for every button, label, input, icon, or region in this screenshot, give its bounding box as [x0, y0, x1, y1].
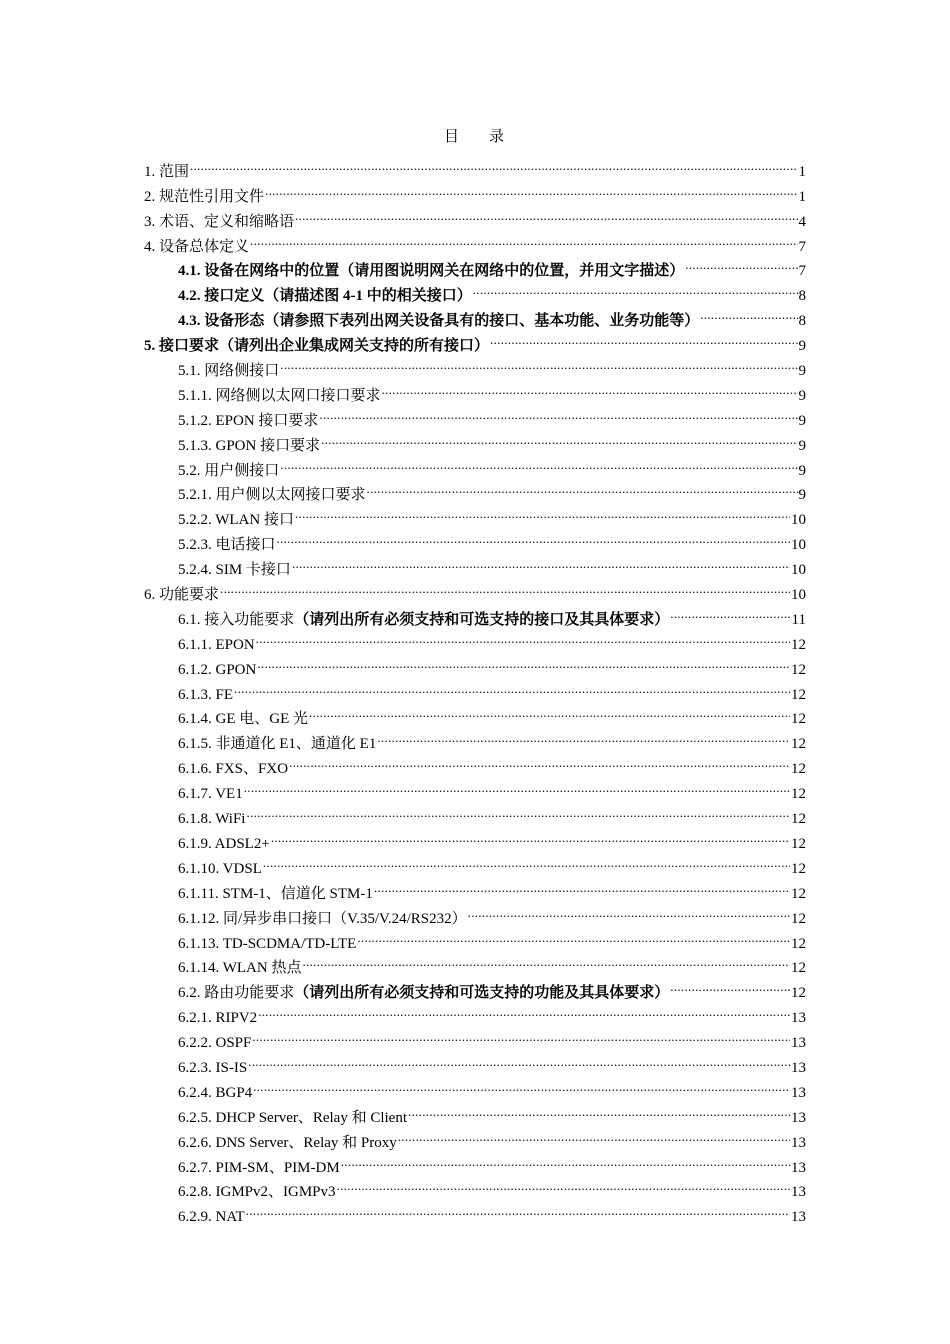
toc-entry-title: 6.1.6. FXS、FXO [178, 761, 289, 778]
toc-page-number: 13 [791, 1134, 806, 1151]
toc-leader-dots [263, 848, 790, 873]
toc-page-number: 10 [791, 587, 806, 604]
toc-entry-title: 6.1.2. GPON [178, 661, 257, 678]
toc-entry-title: 6.1.3. FE [178, 686, 234, 703]
toc-leader-dots [337, 1172, 790, 1197]
toc-page-number: 12 [791, 935, 806, 952]
toc-entry-title: 5.1.3. GPON 接口要求 [178, 437, 321, 454]
toc-leader-dots [234, 674, 790, 699]
toc-leader-dots [670, 599, 790, 624]
toc-leader-dots [670, 972, 790, 997]
toc-entry[interactable] [144, 699, 806, 728]
toc-title-right: 录 [489, 129, 507, 145]
toc-entry-label [178, 1205, 245, 1230]
toc-entry-title: 1. 范围 [144, 163, 190, 180]
toc-entry-title: 6.2.2. OSPF [178, 1035, 252, 1052]
toc-entry-label [178, 1106, 407, 1131]
toc-leader-dots [244, 773, 790, 798]
toc-entry-label [178, 1156, 340, 1181]
toc-page-number: 12 [791, 736, 806, 753]
toc-entry-label [178, 284, 472, 309]
toc-entry-title: 6.2.6. DNS Server、Relay 和 Proxy [178, 1134, 397, 1151]
toc-page-number: 12 [791, 636, 806, 653]
toc-leader-dots [685, 251, 797, 276]
toc-leader-dots [309, 699, 790, 724]
toc-leader-dots [374, 873, 790, 898]
toc-entry-title: 5.2. 用户侧接口 [178, 462, 280, 479]
toc-page-number: 9 [798, 363, 806, 380]
toc-leader-dots [258, 997, 790, 1022]
toc-entry-title: 6.1.5. 非通道化 E1、通道化 E1 [178, 736, 377, 753]
toc-leader-dots [256, 624, 790, 649]
toc-leader-dots [357, 923, 790, 948]
toc-leader-dots [250, 226, 797, 251]
toc-leader-dots [190, 151, 797, 176]
toc-entry-label [178, 807, 245, 832]
toc-entry-title: 6.2.7. PIM-SM、PIM-DM [178, 1159, 340, 1176]
toc-leader-dots [473, 275, 798, 300]
toc-page-number: 12 [791, 811, 806, 828]
toc-leader-dots [700, 300, 797, 325]
toc-leader-dots [271, 823, 790, 848]
toc-page-number: 9 [798, 437, 806, 454]
toc-entry-title: 6.1.13. TD-SCDMA/TD-LTE [178, 935, 357, 952]
toc-entry[interactable] [144, 151, 806, 180]
toc-leader-dots [321, 425, 797, 450]
toc-page-number: 13 [791, 1035, 806, 1052]
toc-entry-title: 6.2.9. NAT [178, 1209, 245, 1226]
toc-entry-title: 6.1.8. WiFi [178, 811, 246, 828]
toc-entry-label [178, 782, 243, 807]
toc-entry-title: 5.2.3. 电话接口 [178, 537, 276, 554]
toc-entry-label [178, 857, 262, 882]
toc-page-number: 13 [791, 1010, 806, 1027]
toc-entry-label [144, 235, 249, 260]
toc-entry-title: 4. 设备总体定义 [144, 238, 250, 255]
toc-page-number: 11 [791, 611, 806, 628]
toc-page-number: 10 [791, 512, 806, 529]
toc-entry-label [178, 359, 279, 384]
toc-entry[interactable] [144, 574, 806, 604]
toc-entry-title: 4.1. 设备在网络中的位置（请用图说明网关在网络中的位置，并用文字描述） [178, 263, 685, 280]
toc-entry-title: 5.1.1. 网络侧以太网口接口要求 [178, 387, 381, 404]
toc-entry-title: 6.1.7. VE1 [178, 786, 243, 803]
toc-entry[interactable] [144, 798, 806, 828]
toc-leader-dots [277, 524, 790, 549]
toc-entry-title: 6.2.1. RIPV2 [178, 1010, 258, 1027]
toc-leader-dots [382, 375, 798, 400]
toc-page-number: 10 [791, 537, 806, 554]
toc-entry-title: 6.1.10. VDSL [178, 860, 262, 877]
toc-page-number: 13 [791, 1084, 806, 1101]
toc-entry-title: 5.1. 网络侧接口 [178, 363, 280, 380]
toc-entry-title: 6.1.12. 同/异步串口接口（V.35/V.24/RS232） [178, 910, 467, 927]
toc-entry-title: 6.1.14. WLAN 热点 [178, 960, 302, 977]
toc-page-number: 10 [791, 562, 806, 579]
toc-entry-title: 3. 术语、定义和缩略语 [144, 213, 295, 230]
toc-entry-label [178, 707, 308, 732]
toc-page-number: 1 [798, 188, 806, 205]
toc-entry-title: 4.3. 设备形态（请参照下表列出网关设备具有的接口、基本功能、业务功能等） [178, 313, 700, 330]
toc-leader-dots [341, 1147, 790, 1172]
toc-leader-dots [468, 898, 790, 923]
toc-leader-dots [302, 948, 790, 973]
toc-entry-title: 6.1.4. GE 电、GE 光 [178, 711, 308, 728]
toc-page-number: 12 [791, 711, 806, 728]
toc-entry-title: 6.2.8. IGMPv2、IGMPv3 [178, 1184, 336, 1201]
toc-page-number: 12 [791, 686, 806, 703]
toc-leader-dots [295, 499, 790, 524]
toc-page-number: 13 [791, 1184, 806, 1201]
toc-page-number: 13 [791, 1209, 806, 1226]
toc-page-number: 12 [791, 885, 806, 902]
toc-entry-label [178, 683, 233, 708]
toc-entry-title: 6. 功能要求 [144, 587, 220, 604]
toc-entry-title: 6.1.9. ADSL2+ [178, 835, 270, 852]
toc-leader-dots [367, 475, 798, 500]
toc-entry-note: （请列出所有必须支持和可选支持的功能及其具体要求） [294, 985, 670, 1002]
toc-leader-dots [246, 1196, 790, 1221]
toc-page-number: 12 [791, 661, 806, 678]
toc-leader-dots [280, 450, 797, 475]
toc-entry[interactable] [144, 773, 806, 803]
toc-entry-title: 6.2. 路由功能要求 [178, 985, 295, 1002]
toc-entry-label [178, 633, 255, 658]
toc-title [0, 127, 950, 147]
toc-entry[interactable] [144, 674, 806, 703]
toc-leader-dots [377, 723, 790, 748]
toc-entry-title: 6.2.3. IS-IS [178, 1059, 248, 1076]
toc-page-number: 9 [798, 338, 806, 355]
toc-leader-dots [220, 574, 790, 599]
toc-page-number: 12 [791, 960, 806, 977]
toc-entry-label [144, 583, 219, 608]
toc-page-number: 12 [791, 910, 806, 927]
toc-entry[interactable] [144, 599, 806, 628]
toc-page-number: 9 [798, 412, 806, 429]
toc-entry-label [178, 409, 318, 434]
toc-page-number: 7 [798, 238, 806, 255]
toc-leader-dots [398, 1122, 790, 1147]
toc-page-number: 7 [798, 263, 806, 280]
toc-entry-label [178, 882, 373, 907]
toc-entry-title: 5.2.4. SIM 卡接口 [178, 562, 291, 579]
toc-leader-dots [490, 325, 797, 350]
toc-page-number: 9 [798, 387, 806, 404]
toc-leader-dots [257, 649, 790, 674]
toc-entry-title: 5.2.1. 用户侧以太网接口要求 [178, 487, 366, 504]
toc-page-number: 1 [798, 163, 806, 180]
toc-leader-dots [295, 201, 797, 226]
toc-entry-note: （请列出所有必须支持和可选支持的接口及其具体要求） [294, 611, 670, 628]
toc-page-number: 12 [791, 835, 806, 852]
toc-entry-label [178, 1081, 252, 1106]
toc-entry-title: 6.1. 接入功能要求 [178, 611, 295, 628]
toc-leader-dots [319, 400, 797, 425]
toc-entry-title: 6.1.11. STM-1、信道化 STM-1 [178, 885, 373, 902]
toc-entry-label [178, 459, 279, 484]
toc-page-number: 9 [798, 462, 806, 479]
toc-entry-label [178, 533, 276, 558]
toc-leader-dots [280, 350, 797, 375]
toc-entry-label [178, 1006, 257, 1031]
toc-page-number: 13 [791, 1109, 806, 1126]
toc-entry-label [144, 185, 264, 210]
toc-entry-title: 2. 规范性引用文件 [144, 188, 265, 205]
toc-leader-dots [289, 748, 790, 773]
toc-page-number: 13 [791, 1059, 806, 1076]
toc-page-number: 13 [791, 1159, 806, 1176]
toc-entry-title: 5.2.2. WLAN 接口 [178, 512, 294, 529]
toc-page-number: 12 [791, 860, 806, 877]
toc-title-left: 目 [443, 129, 461, 145]
toc-entry-title: 4.2. 接口定义（请描述图 4-1 中的相关接口） [178, 288, 472, 305]
toc-entry-title: 5.1.2. EPON 接口要求 [178, 412, 319, 429]
toc-entry-title: 6.2.5. DHCP Server、Relay 和 Client [178, 1109, 408, 1126]
toc-page-number: 12 [791, 761, 806, 778]
toc-page-number: 8 [798, 288, 806, 305]
toc-leader-dots [253, 1072, 790, 1097]
toc-entry-label [178, 956, 301, 981]
toc-leader-dots [248, 1047, 790, 1072]
toc-page-number: 4 [798, 213, 806, 230]
toc-leader-dots [292, 549, 790, 574]
toc-page-number: 12 [791, 786, 806, 803]
toc-leader-dots [252, 1022, 790, 1047]
toc-page-number: 12 [791, 985, 806, 1002]
toc-entry-label [178, 1056, 247, 1081]
toc-leader-dots [265, 176, 797, 201]
toc-leader-dots [246, 798, 790, 823]
toc-entry-label [144, 160, 189, 185]
toc-entry-title: 6.2.4. BGP4 [178, 1084, 253, 1101]
toc-entry-title: 6.1.1. EPON [178, 636, 255, 653]
toc-page-number: 8 [798, 313, 806, 330]
table-of-contents [144, 151, 806, 1226]
toc-entry-label [178, 832, 270, 857]
toc-entry[interactable] [144, 176, 806, 205]
toc-entry-title: 5. 接口要求（请列出企业集成网关支持的所有接口） [144, 338, 490, 355]
toc-entry-label [178, 1031, 251, 1056]
toc-leader-dots [408, 1097, 790, 1122]
toc-page-number: 9 [798, 487, 806, 504]
